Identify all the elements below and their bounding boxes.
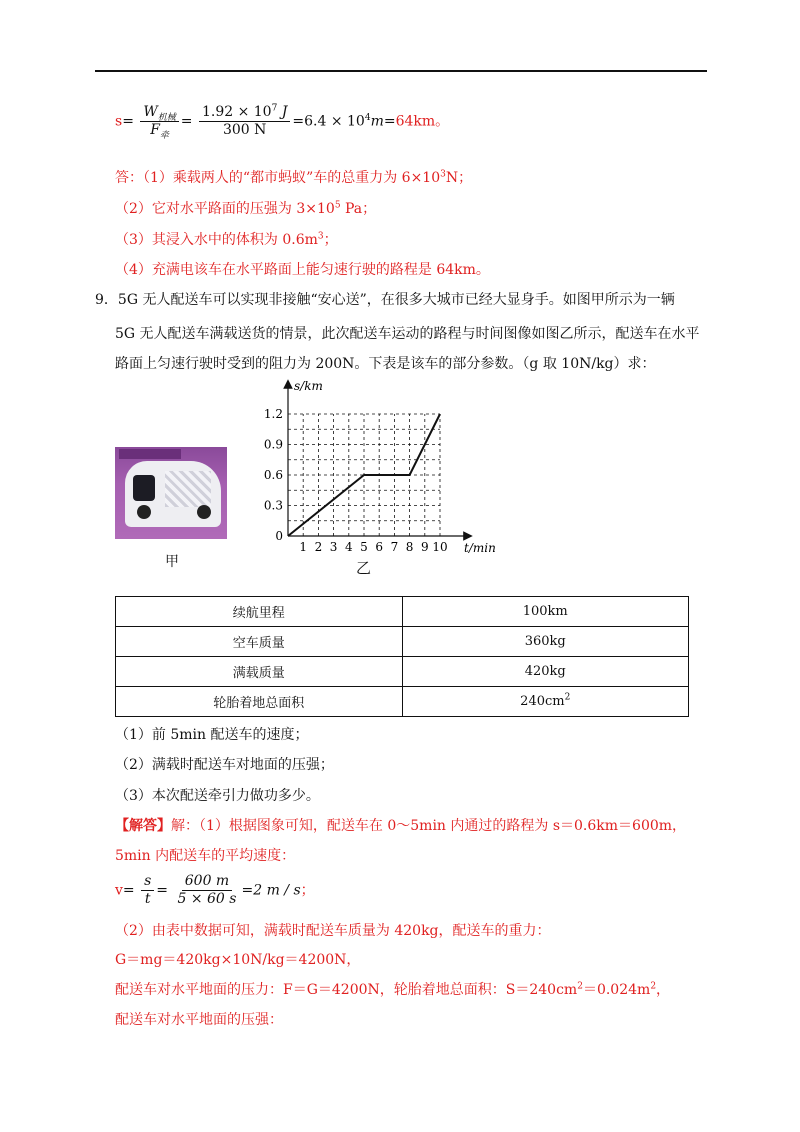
subquestion-2: （2）满载时配送车对地面的压强； (115, 757, 334, 773)
subquestion-1: （1）前 5min 配送车的速度； (115, 727, 309, 743)
solution-line-2: 5min 内配送车的平均速度： (115, 848, 296, 864)
y-axis-label: s/km (294, 379, 323, 393)
y-tick-label: 0.3 (263, 498, 283, 513)
y-tick-label: 0.6 (263, 468, 283, 482)
param-value: 360kg (402, 627, 689, 657)
formula-distance: s= $\frac{W_{机械}}{F_牵}$ = $\frac{1.92 \times 10^7 J}{300 N}$ $=6.4 \times 10^4m=64km$。 (115, 103, 450, 141)
x-tick-label: 10 (432, 540, 448, 553)
question-9-line-3: 路面上匀速行驶时受到的阻力为 200N。下表是该车的部分参数。（g 取 10N/kg）求： (115, 356, 656, 372)
solution-line-3: （2）由表中数据可知，满载时配送车质量为 420kg，配送车的重力： (115, 923, 551, 939)
question-9-line-2: 5G 无人配送车满载送货的情景，此次配送车运动的路程与时间图像如图乙所示，配送车在水平 (115, 326, 700, 342)
table-row (116, 657, 689, 687)
velocity-formula: v= $\frac{s}{t}$ = $\frac{600 m}{5 \times 60 s}$ =2 m / s； (115, 873, 315, 907)
subquestion-3: （3）本次配送牵引力做功多少。 (115, 788, 320, 804)
x-tick-label: 6 (375, 540, 384, 553)
formula-var-s: s (115, 113, 123, 130)
vehicle-parameters-table (115, 596, 689, 717)
formula-result: 64km。 (395, 113, 450, 130)
x-tick-label: 5 (360, 540, 368, 553)
delivery-van-photo (115, 447, 227, 539)
question-9-line-1: 9．5G 无人配送车可以实现非接触“安心送”，在很多大城市已经大显身手。如图甲所示为一辆 (95, 292, 675, 308)
x-tick-label: 2 (314, 540, 323, 553)
param-name: 轮胎着地总面积 (116, 687, 403, 717)
x-tick-label: 8 (405, 540, 414, 553)
figure-label-jia: 甲 (165, 554, 179, 570)
answer-line-3: （3）其浸入水中的体积为 $0.6m^3$； (115, 231, 338, 248)
solution-line-6: 配送车对水平地面的压强： (115, 1012, 283, 1028)
answer-line-4: （4）充满电该车在水平路面上能匀速行驶的路程是 64km。 (115, 262, 490, 278)
x-axis-label: t/min (464, 541, 496, 553)
param-value: 420kg (402, 657, 689, 687)
table-row (116, 627, 689, 657)
answer-line-1: 答：（1）乘载两人的“都市蚂蚁”车的总重力为 $6\times 10^3N$； (115, 169, 473, 186)
y-tick-label: 1.2 (263, 407, 283, 421)
table-row (116, 687, 689, 717)
figure-label-yi: 乙 (356, 559, 372, 577)
param-value: 100km (402, 597, 689, 627)
x-tick-label: 3 (329, 540, 338, 553)
param-name: 满载质量 (116, 657, 403, 687)
y-tick-label: 0.9 (263, 437, 283, 452)
header-rule (95, 70, 707, 72)
x-tick-label: 4 (344, 540, 353, 553)
solution-line-4: G＝mg＝420kg×10N/kg＝4200N， (115, 952, 361, 968)
fraction-energy-over-force: $\frac{1.92 \times 10^7 J}{300 N}$ (199, 104, 290, 139)
solution-line-5: 配送车对水平地面的压力：F＝G＝4200N，轮胎着地总面积：$S=240cm^2=0.024m^2$， (115, 981, 671, 998)
x-tick-label: 1 (299, 540, 308, 553)
param-name: 续航里程 (116, 597, 403, 627)
x-tick-label: 7 (390, 540, 399, 553)
y-tick-label: 0 (275, 529, 283, 543)
x-tick-label: 9 (420, 540, 429, 553)
table-row (116, 597, 689, 627)
solution-tag: 【解答】 (115, 818, 171, 834)
fraction-w-over-f: $\frac{W_{机械}}{F_牵}$ (140, 104, 178, 139)
param-name: 空车质量 (116, 627, 403, 657)
answer-line-2: （2）它对水平路面的压强为 $3\times 10^5$ Pa； (115, 200, 377, 217)
distance-time-chart (260, 378, 500, 553)
solution-line-1: 【解答】解：（1）根据图象可知，配送车在 0～5min 内通过的路程为 s＝0.6km＝600m， (115, 818, 687, 834)
param-value: $240cm^2$ (402, 687, 689, 717)
